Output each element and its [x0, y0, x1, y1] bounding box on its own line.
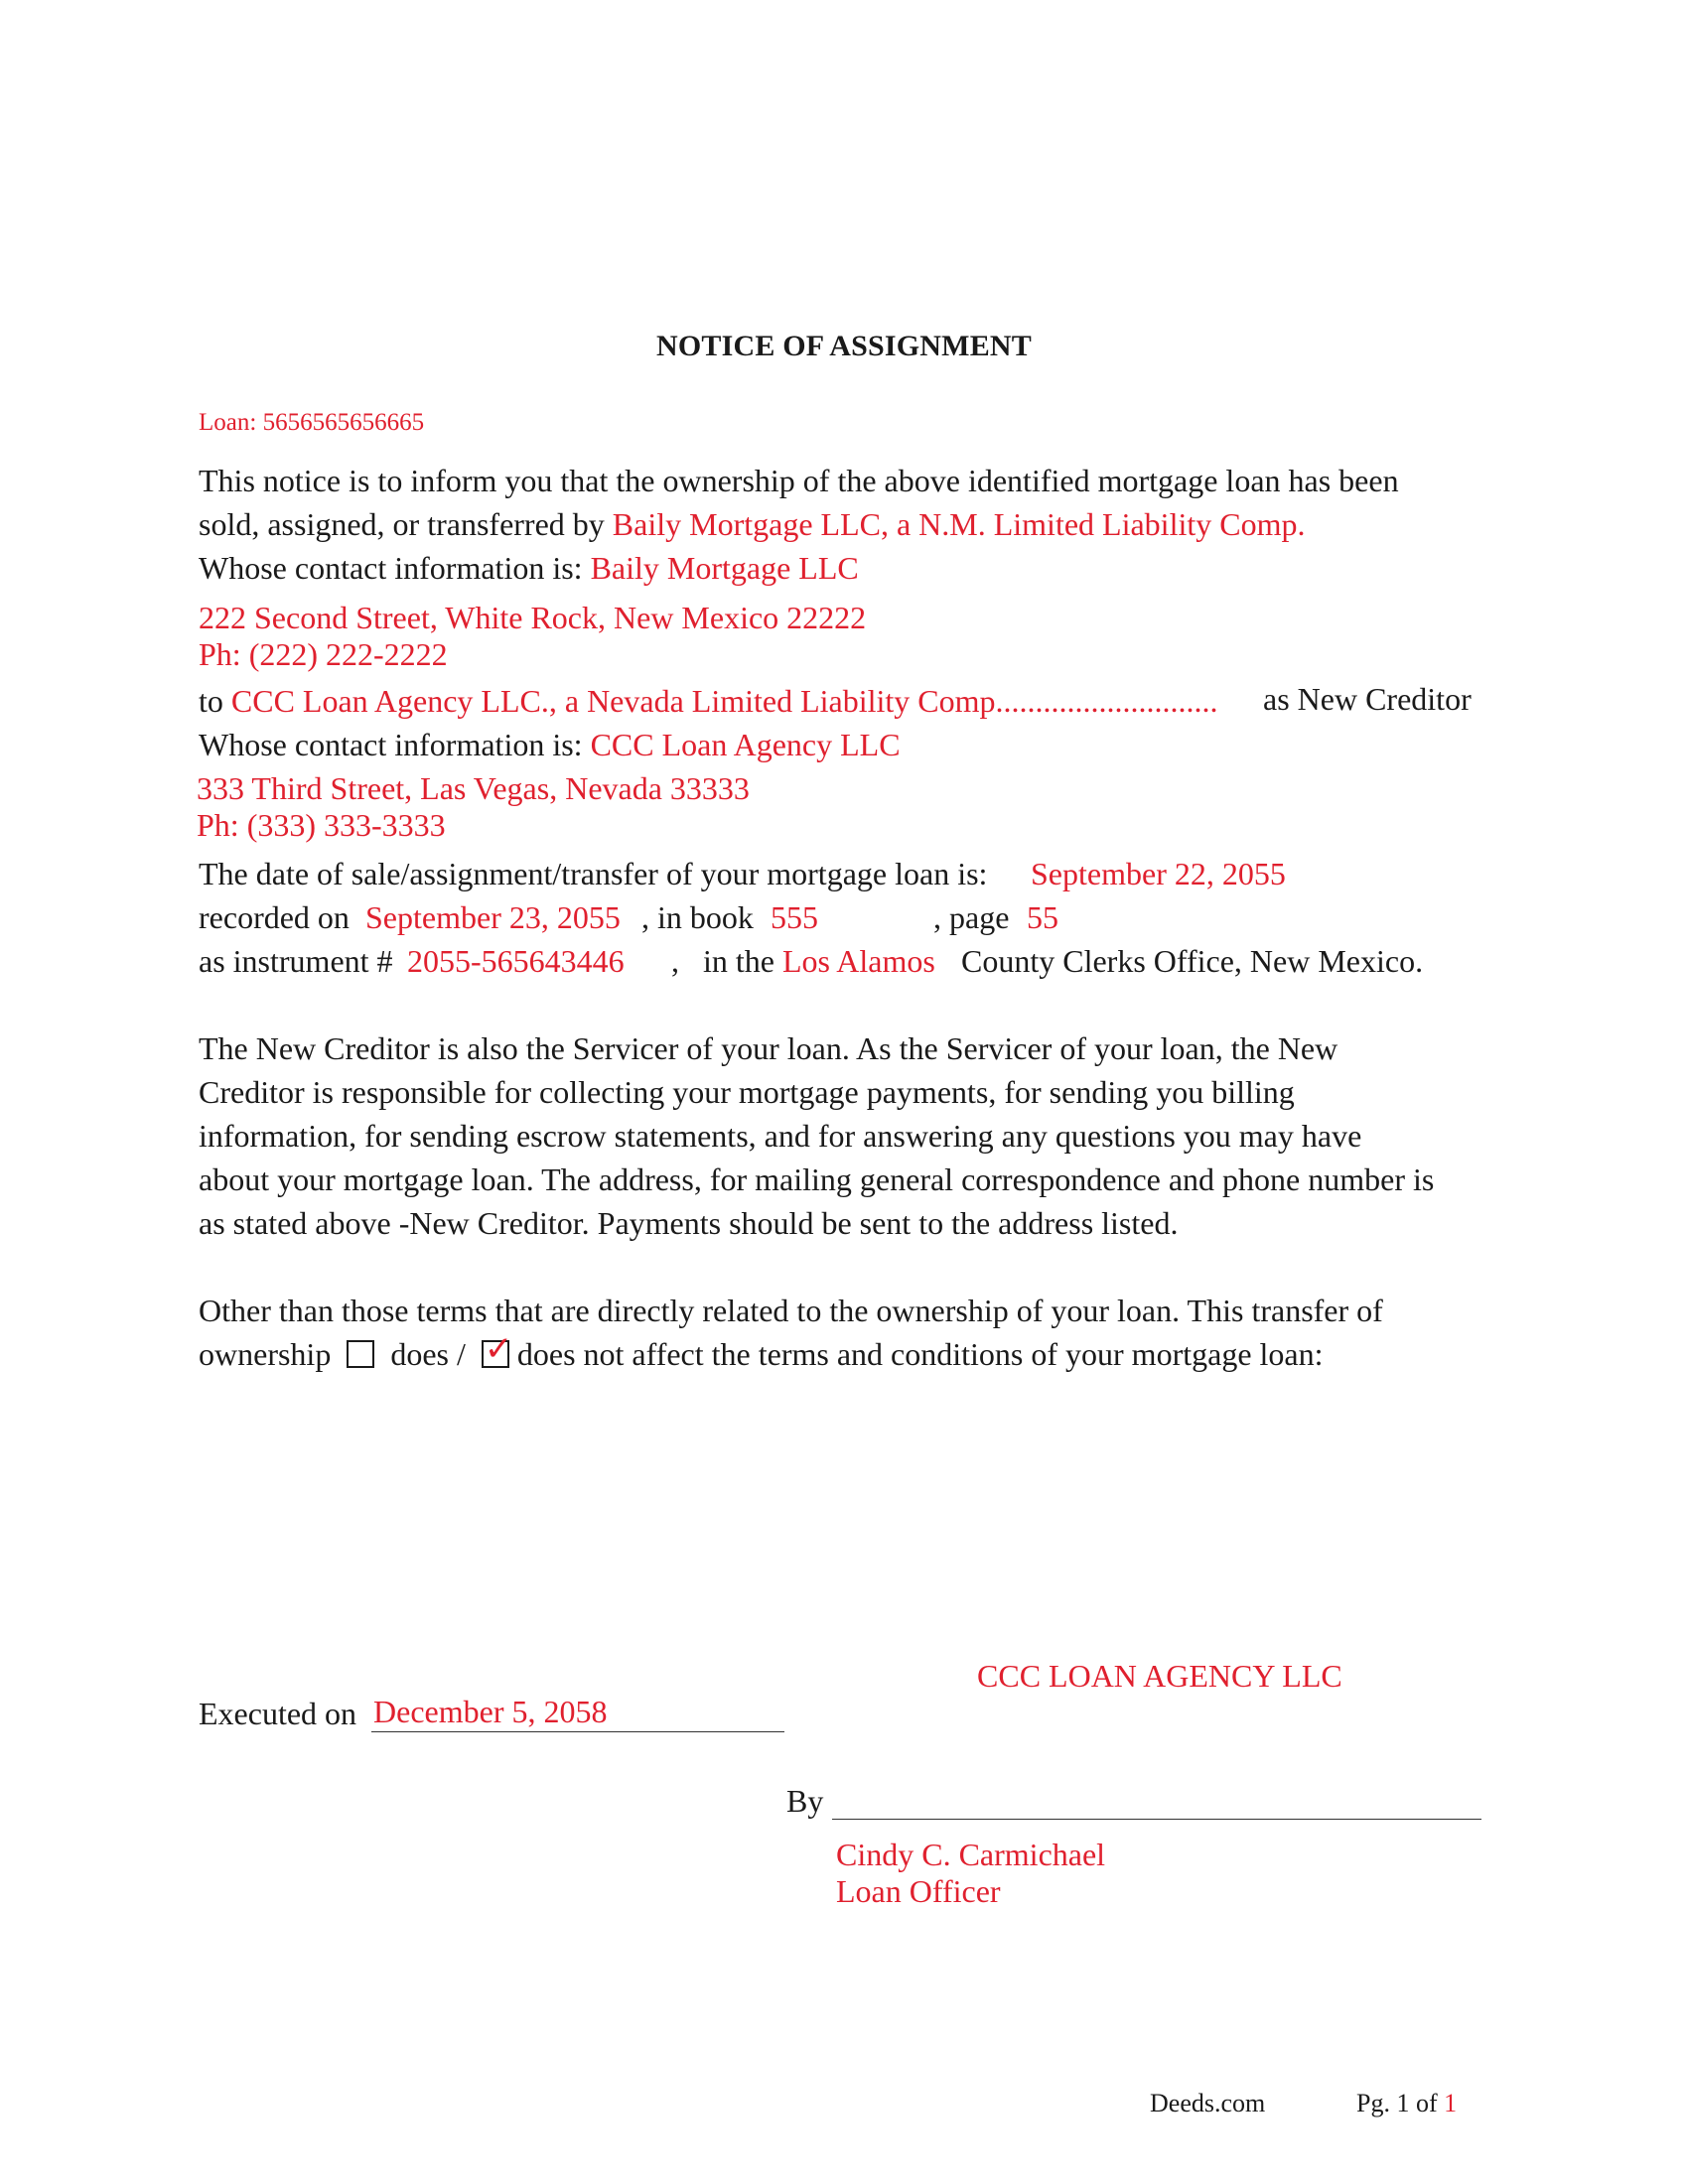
transferred-by-label: sold, assigned, or transferred by	[199, 506, 613, 542]
page-label: , page	[933, 899, 1010, 935]
page-number: 55	[1027, 899, 1058, 935]
servicer-line-3: information, for sending escrow statements, and for answering any questions you may have	[199, 1118, 1362, 1154]
instrument-label: as instrument #	[199, 943, 393, 979]
creditor-contact: CCC Loan Agency LLC	[590, 727, 901, 762]
does-not-label: does not affect the terms and conditions of your mortgage loan:	[516, 1336, 1324, 1372]
assignor-address: 222 Second Street, White Rock, New Mexico 22222	[199, 600, 867, 635]
servicer-line-2: Creditor is responsible for collecting your mortgage payments, for sending you billing	[199, 1074, 1295, 1110]
footer-page	[1356, 2089, 1457, 2118]
signature-line[interactable]	[832, 1819, 1481, 1820]
footer-site: Deeds.com	[1150, 2089, 1266, 2117]
terms-line-1: Other than those terms that are directly related to the ownership of your loan. This transfer of	[199, 1293, 1383, 1328]
does-not-checkbox[interactable]	[482, 1329, 513, 1369]
servicer-line-5: as stated above -New Creditor. Payments should be sent to the address listed.	[199, 1205, 1179, 1241]
contact-label: Whose contact information is:	[199, 550, 591, 586]
checkmark-icon: ✓	[484, 1329, 513, 1369]
creditor-contact-line	[199, 723, 901, 766]
transfer-date-label: The date of sale/assignment/transfer of your mortgage loan is:	[199, 856, 988, 891]
ownership-label: ownership	[199, 1336, 332, 1372]
notice-line-1: This notice is to inform you that the ownership of the above identified mortgage loan has been	[199, 463, 1399, 498]
servicer-line-1: The New Creditor is also the Servicer of your loan. As the Servicer of your loan, the New	[199, 1030, 1338, 1066]
servicer-line-4: about your mortgage loan. The address, for mailing general correspondence and phone number is	[199, 1161, 1435, 1197]
recorded-date: September 23, 2055	[365, 899, 621, 935]
creditor-phone: Ph: (333) 333-3333	[197, 807, 446, 843]
by-label: By	[786, 1783, 824, 1819]
terms-line-2	[199, 1329, 1324, 1376]
does-label: does /	[390, 1336, 466, 1372]
document-title: NOTICE OF ASSIGNMENT	[656, 330, 1032, 362]
executed-date: December 5, 2058	[373, 1694, 608, 1729]
creditor-address: 333 Third Street, Las Vegas, Nevada 33333	[197, 770, 750, 806]
transfer-date: September 22, 2055	[1031, 856, 1286, 891]
page-of-label: Pg. 1 of	[1356, 2089, 1438, 2117]
book-number: 555	[771, 899, 818, 935]
company-name: CCC LOAN AGENCY LLC	[977, 1658, 1342, 1694]
county-office: County Clerks Office, New Mexico.	[961, 943, 1424, 979]
creditor-name: CCC Loan Agency LLC., a Nevada Limited Liability Comp.	[230, 683, 1004, 719]
assignor-name: Baily Mortgage LLC, a N.M. Limited Liability Comp.	[612, 506, 1306, 542]
assignor-phone: Ph: (222) 222-2222	[199, 636, 448, 672]
new-creditor-label: as New Creditor	[1263, 681, 1472, 717]
to-label: to	[199, 683, 231, 719]
county-name: Los Alamos	[782, 943, 935, 979]
assignor-contact-line	[199, 546, 859, 590]
page-total: 1	[1444, 2089, 1458, 2117]
executed-date-underline	[371, 1731, 784, 1732]
notice-line-2	[199, 502, 1305, 546]
instrument-number: 2055-565643446	[407, 943, 625, 979]
creditor-leader-dots: ...........................	[1003, 683, 1218, 719]
loan-number: Loan: 5656565656665	[199, 409, 425, 436]
county-label: , in the	[671, 943, 774, 979]
recorded-label: recorded on	[199, 899, 350, 935]
creditor-line	[199, 679, 1218, 723]
does-checkbox[interactable]	[347, 1340, 374, 1368]
assignor-contact: Baily Mortgage LLC	[590, 550, 859, 586]
executed-label: Executed on	[199, 1696, 357, 1731]
book-label: , in book	[641, 899, 754, 935]
signer-title: Loan Officer	[836, 1873, 1001, 1909]
signer-name: Cindy C. Carmichael	[836, 1837, 1106, 1872]
contact-label: Whose contact information is:	[199, 727, 591, 762]
